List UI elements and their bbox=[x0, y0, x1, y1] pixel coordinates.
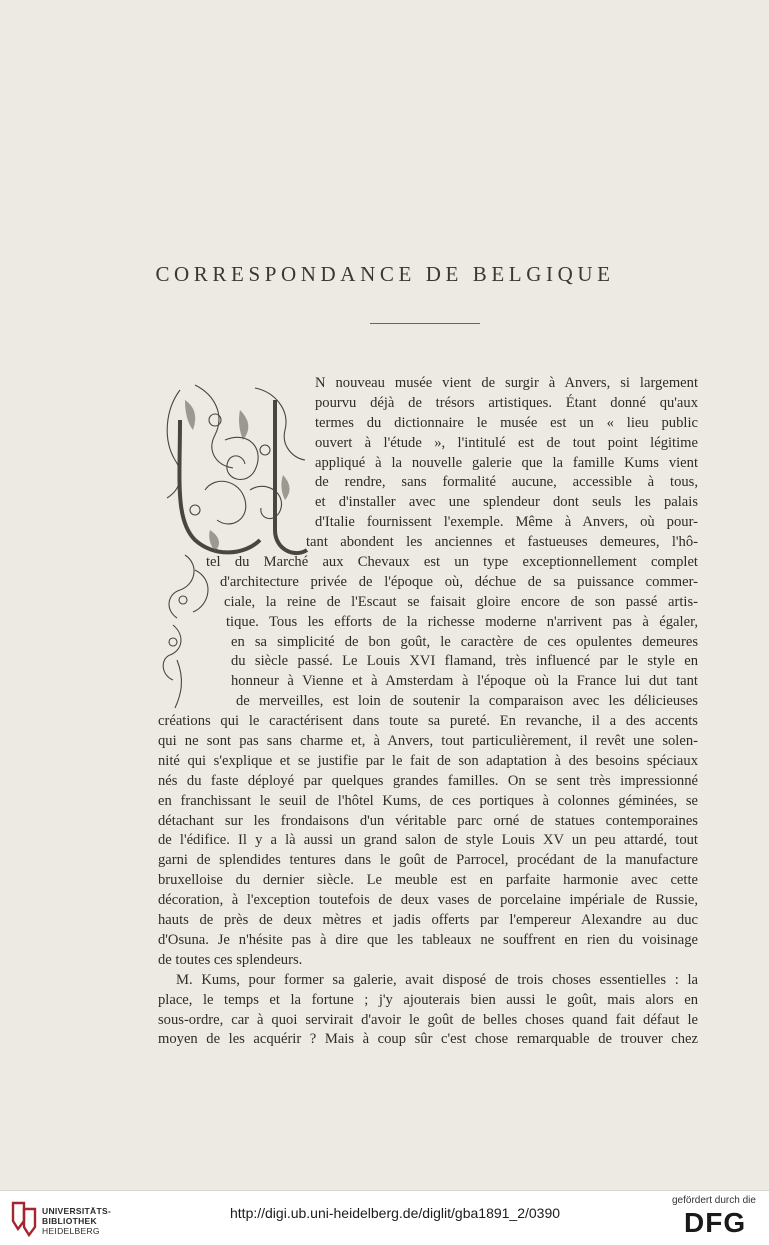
text-line: place, le temps et la fortune ; j'y ajouterais bien aussi le goût, mais alors en bbox=[158, 991, 698, 1008]
text-line: tel du Marché aux Chevaux est un type exceptionnellement complet bbox=[206, 554, 698, 571]
text-line: ciale, la reine de l'Escaut se faisait gloire encore de son passé artis- bbox=[224, 593, 698, 610]
viewer-footer bbox=[0, 1190, 769, 1245]
text-line: moyen de les acquérir ? Mais à coup sûr c'est chose remarquable de trouver chez bbox=[158, 1031, 698, 1048]
text-line: et d'installer avec une splendeur dont seuls les palais bbox=[315, 494, 698, 511]
text-line: garni de splendides tentures dans le goût de Parrocel, procédant de la manufacture bbox=[158, 852, 698, 869]
text-line: tant abondent les anciennes et fastueuses demeures, l'hô- bbox=[306, 534, 698, 551]
text-line: en sa simplicité de bon goût, le caractère de ces opulentes demeures bbox=[231, 633, 698, 650]
library-name[interactable] bbox=[42, 1206, 111, 1236]
text-line: d'architecture privée de l'époque où, déchue de sa puissance commer- bbox=[220, 573, 698, 590]
text-line: de l'édifice. Il y a là aussi un grand salon de style Louis XV un peu attardé, tout bbox=[158, 832, 698, 849]
text-line: N nouveau musée vient de surgir à Anvers, si largement bbox=[315, 375, 698, 391]
library-name-line: BIBLIOTHEK bbox=[42, 1216, 97, 1226]
text-line: qui ne sont pas sans charme et, à Anvers, tout particulièrement, il revêt une solen- bbox=[158, 733, 698, 750]
text-line: tique. Tous les efforts de la richesse moderne n'arrivent pas à égaler, bbox=[226, 613, 698, 630]
text-line: créations qui le caractérisent dans toute sa pureté. En revanche, il a des accents bbox=[158, 713, 698, 730]
text-line: nité qui s'explique et se justifie par le fait de son adaptation à des besoins spéciaux bbox=[158, 752, 698, 769]
text-line: nés du faste déployé par quelques grandes familles. On se sent très impressionné bbox=[158, 772, 698, 789]
university-library-logo-icon[interactable] bbox=[10, 1199, 38, 1239]
text-line: d'Italie fournissent l'exemple. Même à Anvers, où pour- bbox=[315, 514, 698, 531]
text-line: sous-ordre, car à quoi servirait d'avoir le goût de belles choses quand fait défaut le bbox=[158, 1011, 698, 1028]
dfg-logo[interactable]: DFG bbox=[684, 1207, 747, 1238]
text-line: de merveilles, est loin de soutenir la comparaison avec les délicieuses bbox=[236, 693, 698, 710]
text-line: détachant sur les frondaisons d'un véritable parc orné de statues contemporaines bbox=[158, 812, 698, 829]
text-line: en franchissant le seuil de l'hôtel Kums, de ces portiques à colonnes géminées, se bbox=[158, 792, 698, 809]
text-line: d'Osuna. Je n'hésite pas à dire que les tableaux ne souffrent en rien du voisinage bbox=[158, 931, 698, 948]
text-line: M. Kums, pour former sa galerie, avait disposé de trois choses essentielles : la bbox=[176, 971, 698, 988]
funding-label: gefördert durch die bbox=[672, 1195, 756, 1206]
article-title: CORRESPONDANCE DE BELGIQUE bbox=[155, 262, 615, 286]
permalink-url[interactable]: http://digi.ub.uni-heidelberg.de/diglit/gba1891_2/0390 bbox=[230, 1205, 561, 1221]
article-body bbox=[158, 374, 698, 1050]
title-divider bbox=[370, 323, 480, 324]
text-line: hauts de près de deux mètres et jadis offerts par l'empereur Alexandre au duc bbox=[158, 912, 698, 929]
text-line: appliqué à la nouvelle galerie que la famille Kums vient bbox=[315, 454, 698, 471]
library-name-line: UNIVERSITÄTS- bbox=[42, 1206, 112, 1216]
text-line: pourvu déjà de trésors artistiques. Étant donné qu'aux bbox=[315, 394, 698, 411]
text-line: termes du dictionnaire le musée est un « lieu public bbox=[315, 414, 698, 431]
text-line: de toutes ces splendeurs. bbox=[158, 951, 303, 968]
text-line: ouvert à l'étude », l'intitulé est de tout point légitime bbox=[315, 434, 698, 451]
library-name-line: HEIDELBERG bbox=[42, 1226, 100, 1236]
text-line: de rendre, sans formalité aucune, accessible à tous, bbox=[315, 474, 698, 491]
text-line: du siècle passé. Le Louis XVI flamand, très influencé par le style en bbox=[231, 653, 698, 670]
text-line: bruxelloise du dernier siècle. Le meuble est en parfaite harmonie avec cette bbox=[158, 872, 698, 889]
text-line: honneur à Vienne et à Amsterdam à l'époque où la France lui dut tant bbox=[231, 673, 698, 690]
text-line: décoration, à l'exception toutefois de deux vases de porcelaine impériale de Russie, bbox=[158, 892, 698, 909]
